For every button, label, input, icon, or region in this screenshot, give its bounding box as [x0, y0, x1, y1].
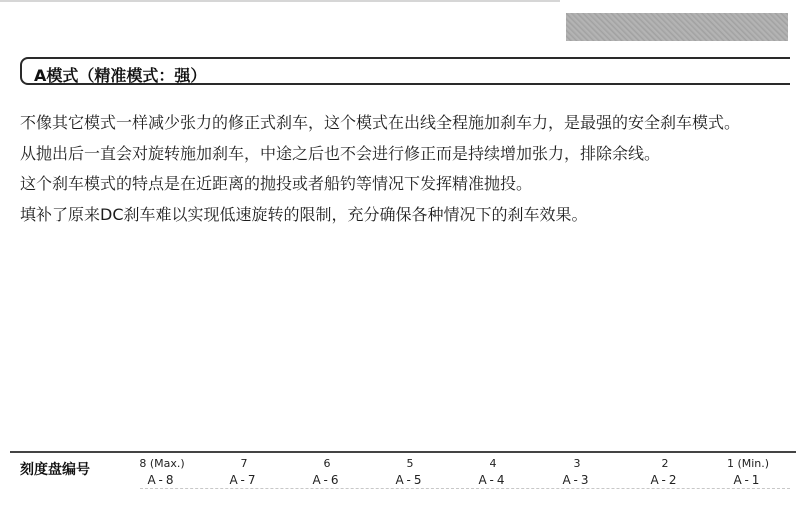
dial-setting-number: 2 — [661, 457, 669, 470]
dial-setting-code: A-5 — [395, 473, 425, 487]
dial-table-rule — [10, 451, 796, 453]
dial-setting-1 — [727, 457, 769, 497]
dial-setting-code: A-2 — [650, 473, 680, 487]
paragraph: 这个刹车模式的特点是在近距离的抛投或者船钓等情况下发挥精准抛投。 — [20, 174, 533, 193]
dial-setting-code: A-6 — [312, 473, 342, 487]
paragraph: 填补了原来DC刹车难以实现低速旋转的限制，充分确保各种情况下的刹车效果。 — [20, 204, 588, 224]
dial-setting-number: 3 — [573, 457, 581, 470]
section-title: A模式（精准模式：强） — [34, 66, 207, 85]
dial-setting-3 — [563, 457, 592, 497]
dial-row-underline — [140, 488, 790, 489]
dial-setting-code: A-4 — [478, 473, 508, 487]
paragraph: 从抛出后一直会对旋转施加刹车，中途之后也不会进行修正而是持续增加张力，排除余线。 — [20, 143, 661, 163]
dial-setting-number: 1 (Min.) — [726, 457, 770, 470]
dial-setting-number: 7 — [240, 457, 248, 470]
dial-setting-code: A-7 — [229, 473, 259, 487]
dial-setting-6 — [313, 457, 342, 497]
dial-setting-number: 4 — [489, 457, 497, 470]
dial-setting-5 — [396, 457, 425, 497]
top-border-line — [0, 0, 560, 2]
paragraph: 不像其它模式一样减少张力的修正式刹车，这个模式在出线全程施加刹车力，是最强的安全刹车模式。 — [20, 113, 741, 132]
dial-setting-4 — [479, 457, 508, 497]
dial-setting-number: 8 (Max.) — [139, 457, 185, 470]
dial-setting-code: A-8 — [147, 473, 177, 487]
dial-setting-number: 5 — [406, 457, 414, 470]
redacted-header-block — [566, 13, 788, 41]
dial-setting-code: A-1 — [733, 473, 763, 487]
dial-setting-number: 6 — [323, 457, 331, 470]
dial-setting-2 — [651, 457, 680, 497]
dial-setting-code: A-3 — [562, 473, 592, 487]
body-text — [20, 108, 795, 230]
dial-number-label: 刻度盘编号 — [20, 462, 90, 478]
dial-setting-7 — [230, 457, 259, 497]
dial-setting-8 — [139, 457, 184, 497]
